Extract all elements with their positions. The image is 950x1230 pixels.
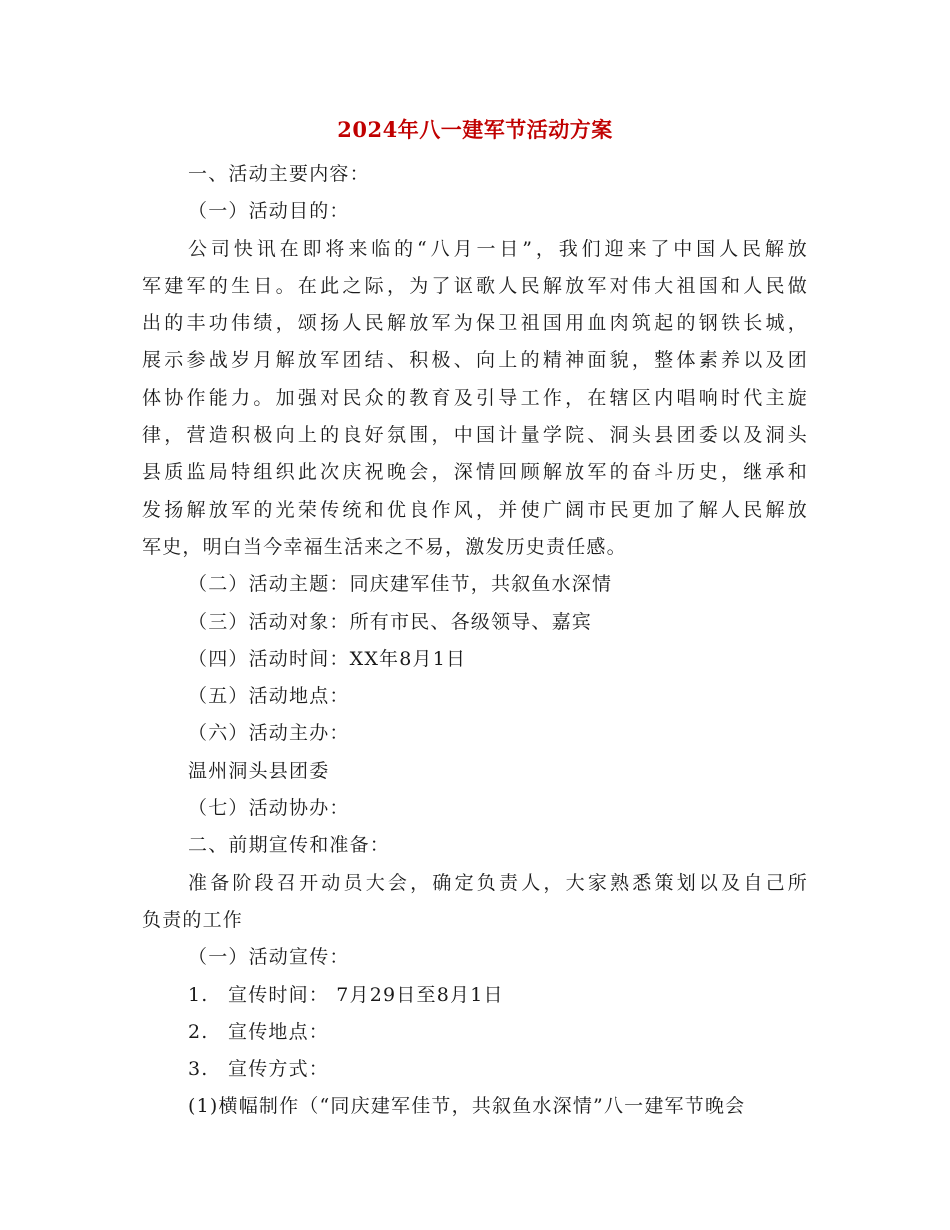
- coorganizer-heading: （七）活动协办：: [188, 797, 350, 820]
- organizer-line: 温州洞头县团委: [188, 759, 330, 782]
- paragraph-line: 体协作能力。加强对民众的教育及引导工作，在辖区内唱响时代主旋: [142, 386, 808, 409]
- document-title: 2024年八一建军节活动方案: [337, 117, 613, 142]
- banner-line: (1)横幅制作（“同庆建军佳节，共叙鱼水深情”八一建军节晚会: [188, 1095, 746, 1118]
- subsection-heading: （一）活动目的：: [188, 200, 350, 223]
- subsection-heading: （一）活动宣传：: [188, 946, 350, 969]
- theme-line: （二）活动主题：同庆建军佳节，共叙鱼水深情: [188, 573, 613, 596]
- list-text: 宣传时间： 7月29日至8月1日: [228, 983, 504, 1006]
- list-text: 宣传地点：: [228, 1020, 330, 1043]
- list-number: 1.: [188, 983, 209, 1006]
- paragraph-line: 军建军的生日。在此之际，为了讴歌人民解放军对伟大祖国和人民做: [142, 274, 808, 297]
- paragraph-line: 军史，明白当今幸福生活来之不易，激发历史责任感。: [142, 535, 627, 558]
- paragraph-line: 律，营造积极向上的良好氛围，中国计量学院、洞头县团委以及洞头: [142, 424, 808, 447]
- list-number: 2.: [188, 1020, 209, 1043]
- document-body: [142, 156, 808, 1126]
- paragraph-line: 准备阶段召开动员大会，确定负责人，大家熟悉策划以及自己所: [188, 871, 808, 894]
- section-heading: 一、活动主要内容：: [188, 163, 370, 185]
- audience-line: （三）活动对象：所有市民、各级领导、嘉宾: [188, 610, 593, 633]
- list-text: 宣传方式：: [228, 1058, 330, 1081]
- paragraph-line: 负责的工作: [142, 908, 244, 931]
- list-item: [142, 977, 808, 1014]
- paragraph-line: 出的丰功伟绩，颂扬人民解放军为保卫祖国用血肉筑起的钢铁长城，: [142, 312, 808, 335]
- list-item: [142, 1014, 808, 1051]
- time-line: （四）活动时间：XX年8月1日: [188, 647, 467, 670]
- organizer-heading: （六）活动主办：: [188, 722, 350, 745]
- paragraph-line: 展示参战岁月解放军团结、积极、向上的精神面貌，整体素养以及团: [142, 349, 808, 372]
- paragraph-line: 公司快讯在即将来临的“八月一日”，我们迎来了中国人民解放: [188, 237, 808, 260]
- list-item: [142, 1051, 808, 1088]
- section-heading: 二、前期宣传和准备：: [188, 834, 391, 857]
- paragraph-line: 县质监局特组织此次庆祝晚会，深情回顾解放军的奋斗历史，继承和: [142, 461, 808, 484]
- venue-line: （五）活动地点：: [188, 685, 350, 708]
- paragraph-line: 发扬解放军的光荣传统和优良作风，并使广阔市民更加了解人民解放: [142, 498, 808, 521]
- list-number: 3.: [188, 1058, 209, 1081]
